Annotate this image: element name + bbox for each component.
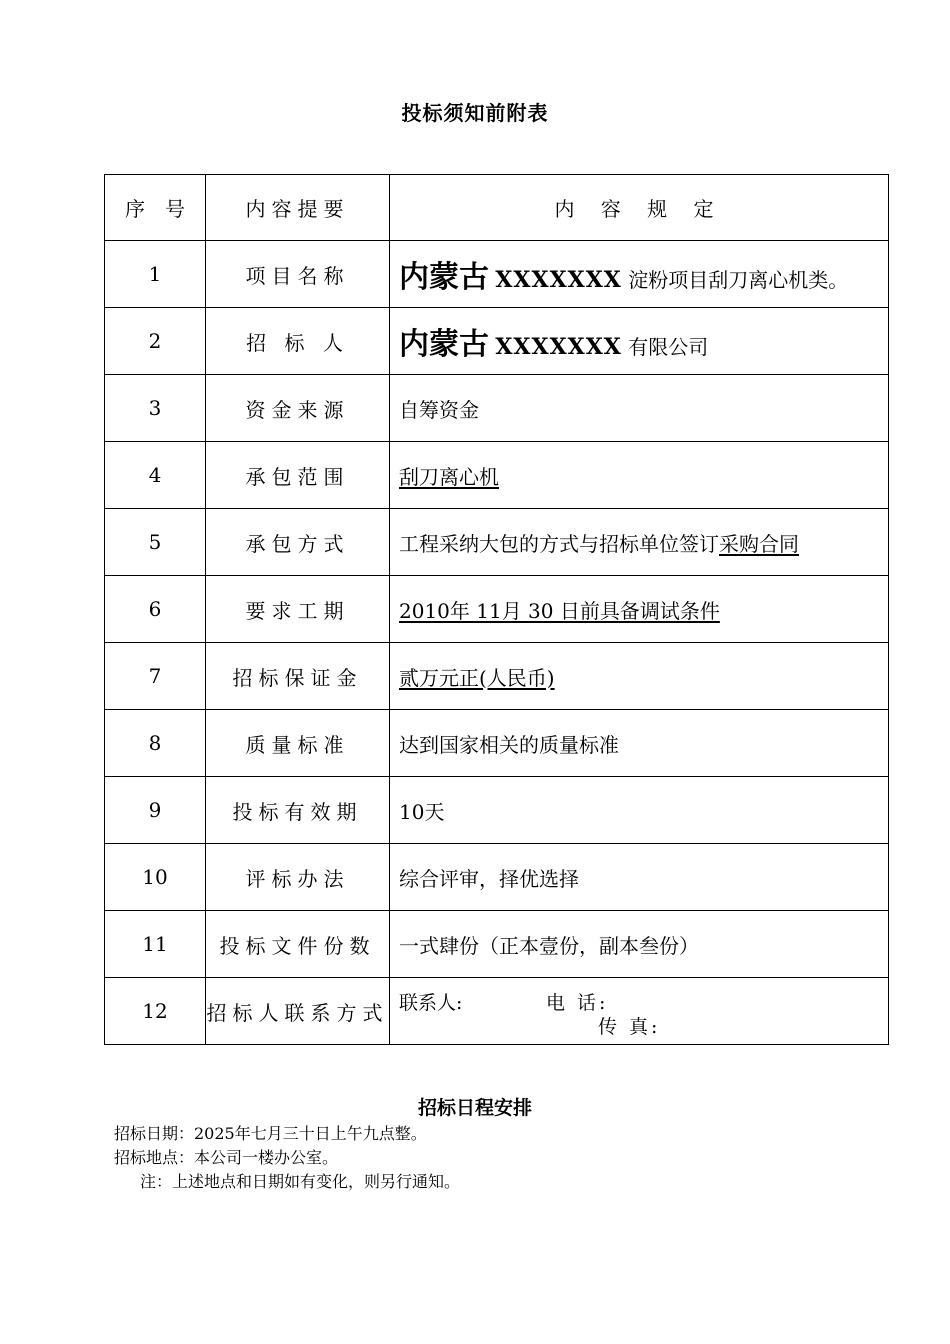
row-seq: 7 — [105, 643, 206, 710]
table-row — [105, 509, 889, 576]
row-content: 10天 — [390, 777, 889, 844]
contact-person-label: 联系人: — [399, 992, 463, 1014]
row-item: 项目名称 — [206, 241, 390, 308]
row-content: 工程采纳大包的方式与招标单位签订采购合同 — [390, 509, 889, 576]
row-content: 2010年 11月 30 日前具备调试条件 — [390, 576, 889, 643]
row-seq: 4 — [105, 442, 206, 509]
table-row — [105, 710, 889, 777]
row-item: 承包方式 — [206, 509, 390, 576]
table-row — [105, 844, 889, 911]
row-item: 投标文件份数 — [206, 911, 390, 978]
row-seq: 1 — [105, 241, 206, 308]
row-seq: 9 — [105, 777, 206, 844]
row-seq: 8 — [105, 710, 206, 777]
row-seq: 11 — [105, 911, 206, 978]
row-content: 综合评审，择优选择 — [390, 844, 889, 911]
row-seq: 10 — [105, 844, 206, 911]
row-content: 刮刀离心机 — [390, 442, 889, 509]
table-row — [105, 375, 889, 442]
table-row — [105, 777, 889, 844]
document-title: 投标须知前附表 — [401, 101, 549, 125]
row-item: 要求工期 — [206, 576, 390, 643]
row-seq: 2 — [105, 308, 206, 375]
table-header-row — [105, 175, 889, 241]
schedule-place: 招标地点：本公司一楼办公室。 — [114, 1148, 339, 1167]
row-content: 一式肆份（正本壹份，副本叁份） — [390, 911, 889, 978]
header-seq: 序 号 — [105, 175, 206, 241]
row-item: 质量标准 — [206, 710, 390, 777]
row-content: 内蒙古 XXXXXXX 有限公司 — [390, 308, 889, 375]
schedule-note: 注：上述地点和日期如有变化，则另行通知。 — [140, 1172, 461, 1191]
table-row — [105, 241, 889, 308]
row-item: 资金来源 — [206, 375, 390, 442]
table-row — [105, 576, 889, 643]
row-item: 招标保证金 — [206, 643, 390, 710]
row-seq: 5 — [105, 509, 206, 576]
row-item: 投标有效期 — [206, 777, 390, 844]
header-item: 内容提要 — [206, 175, 390, 241]
schedule-date: 招标日期：2025年七月三十日上午九点整。 — [114, 1124, 427, 1143]
row-item: 招 标 人 — [206, 308, 390, 375]
row-item: 评标办法 — [206, 844, 390, 911]
row-content: 自筹资金 — [390, 375, 889, 442]
contact-info — [390, 978, 888, 1044]
phone-label: 电 话: — [546, 992, 609, 1014]
table-row — [105, 308, 889, 375]
row-content — [390, 978, 889, 1045]
table-row — [105, 643, 889, 710]
row-content: 内蒙古 XXXXXXX 淀粉项目刮刀离心机类。 — [390, 241, 889, 308]
row-item: 承包范围 — [206, 442, 390, 509]
schedule-title: 招标日程安排 — [417, 1097, 532, 1119]
row-seq: 6 — [105, 576, 206, 643]
row-seq: 3 — [105, 375, 206, 442]
bid-notice-table — [104, 174, 889, 1045]
fax-label: 传 真: — [598, 1016, 661, 1038]
row-content: 达到国家相关的质量标准 — [390, 710, 889, 777]
header-content: 内 容 规 定 — [390, 175, 889, 241]
table-row — [105, 911, 889, 978]
table-row — [105, 978, 889, 1045]
row-seq: 12 — [105, 978, 206, 1045]
row-content: 贰万元正(人民币) — [390, 643, 889, 710]
row-item: 招标人联系方式 — [206, 978, 390, 1045]
table-row — [105, 442, 889, 509]
